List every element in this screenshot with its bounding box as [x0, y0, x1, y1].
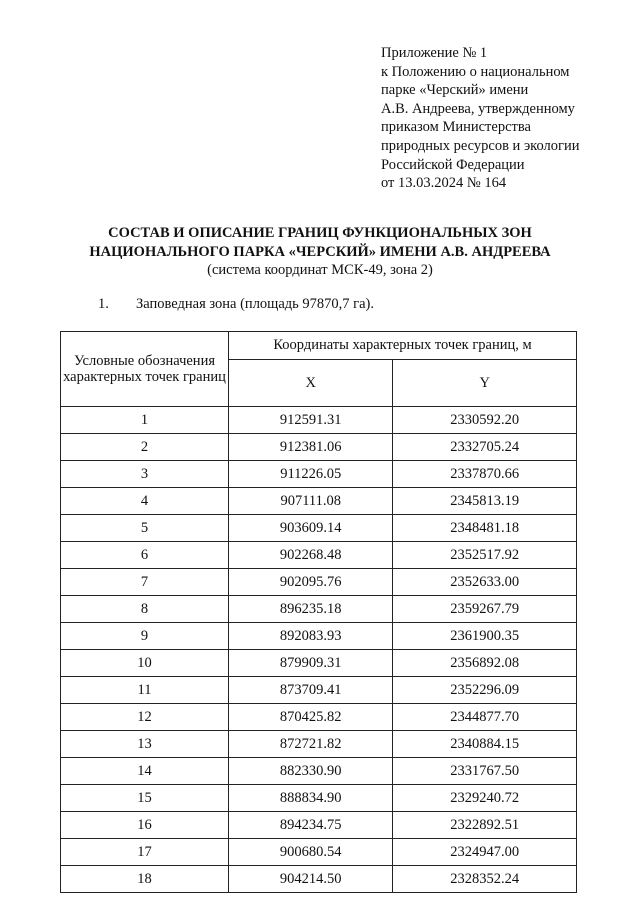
appendix-line: Приложение № 1 [381, 45, 488, 61]
cell-x: 888834.90 [229, 785, 393, 812]
cell-y: 2345813.19 [393, 488, 577, 515]
table-row [61, 812, 577, 839]
cell-point: 12 [61, 704, 229, 731]
table-row [61, 731, 577, 758]
table-row [61, 488, 577, 515]
cell-y: 2337870.66 [393, 461, 577, 488]
header-y: Y [393, 360, 577, 407]
cell-x: 894234.75 [229, 812, 393, 839]
zone-number: 1. [98, 296, 109, 312]
cell-y: 2348481.18 [393, 515, 577, 542]
cell-x: 892083.93 [229, 623, 393, 650]
document-title [0, 224, 640, 280]
table-row [61, 650, 577, 677]
table-row [61, 434, 577, 461]
table-body [61, 407, 577, 893]
cell-x: 872721.82 [229, 731, 393, 758]
table-row [61, 515, 577, 542]
appendix-line: Российской Федерации [381, 156, 525, 173]
cell-point: 11 [61, 677, 229, 704]
table-row [61, 461, 577, 488]
cell-x: 912381.06 [229, 434, 393, 461]
cell-x: 879909.31 [229, 650, 393, 677]
cell-x: 896235.18 [229, 596, 393, 623]
appendix-line: от 13.03.2024 № 164 [381, 175, 507, 192]
table-row [61, 839, 577, 866]
cell-y: 2356892.08 [393, 650, 577, 677]
appendix-line: А.В. Андреева, утвержденному [381, 100, 575, 117]
zone-text: Заповедная зона (площадь 97870,7 га). [136, 296, 374, 312]
cell-y: 2322892.51 [393, 812, 577, 839]
table-row [61, 677, 577, 704]
title-subtitle: (система координат МСК-49, зона 2) [207, 262, 433, 278]
cell-point: 8 [61, 596, 229, 623]
cell-point: 4 [61, 488, 229, 515]
cell-y: 2328352.24 [393, 866, 577, 893]
cell-y: 2324947.00 [393, 839, 577, 866]
cell-y: 2329240.72 [393, 785, 577, 812]
cell-x: 902095.76 [229, 569, 393, 596]
cell-y: 2359267.79 [393, 596, 577, 623]
cell-y: 2332705.24 [393, 434, 577, 461]
appendix-line: к Положению о национальном [381, 63, 570, 80]
cell-x: 902268.48 [229, 542, 393, 569]
title-line-2: НАЦИОНАЛЬНОГО ПАРКА «ЧЕРСКИЙ» ИМЕНИ А.В. АНДРЕЕВА [89, 243, 551, 260]
cell-x: 903609.14 [229, 515, 393, 542]
cell-point: 5 [61, 515, 229, 542]
cell-point: 15 [61, 785, 229, 812]
cell-y: 2330592.20 [393, 407, 577, 434]
table-row [61, 866, 577, 893]
cell-x: 911226.05 [229, 461, 393, 488]
cell-point: 13 [61, 731, 229, 758]
title-line-1: СОСТАВ И ОПИСАНИЕ ГРАНИЦ ФУНКЦИОНАЛЬНЫХ ЗОН [108, 225, 532, 241]
cell-x: 904214.50 [229, 866, 393, 893]
cell-point: 16 [61, 812, 229, 839]
table-row [61, 596, 577, 623]
table-row [61, 758, 577, 785]
cell-x: 907111.08 [229, 488, 393, 515]
table-row [61, 542, 577, 569]
cell-y: 2331767.50 [393, 758, 577, 785]
cell-point: 6 [61, 542, 229, 569]
table-row [61, 623, 577, 650]
header-x: X [229, 360, 393, 407]
cell-x: 870425.82 [229, 704, 393, 731]
table-row [61, 785, 577, 812]
cell-point: 9 [61, 623, 229, 650]
cell-point: 7 [61, 569, 229, 596]
cell-point: 18 [61, 866, 229, 893]
cell-y: 2344877.70 [393, 704, 577, 731]
cell-y: 2340884.15 [393, 731, 577, 758]
table-row [61, 407, 577, 434]
cell-y: 2352296.09 [393, 677, 577, 704]
cell-x: 900680.54 [229, 839, 393, 866]
cell-point: 14 [61, 758, 229, 785]
cell-point: 3 [61, 461, 229, 488]
header-coordinates: Координаты характерных точек границ, м [229, 332, 577, 360]
zone-heading [98, 295, 374, 313]
coordinates-table [60, 331, 577, 893]
appendix-line: парке «Черский» имени [381, 82, 529, 99]
cell-point: 10 [61, 650, 229, 677]
table-row [61, 704, 577, 731]
cell-point: 17 [61, 839, 229, 866]
cell-x: 882330.90 [229, 758, 393, 785]
cell-x: 912591.31 [229, 407, 393, 434]
header-point: Условные обозначения характерных точек границ [61, 332, 229, 407]
appendix-line: природных ресурсов и экологии [381, 137, 580, 154]
cell-y: 2352517.92 [393, 542, 577, 569]
appendix-line: приказом Министерства [381, 119, 531, 136]
cell-y: 2352633.00 [393, 569, 577, 596]
cell-y: 2361900.35 [393, 623, 577, 650]
cell-x: 873709.41 [229, 677, 393, 704]
appendix-block [381, 44, 579, 193]
cell-point: 2 [61, 434, 229, 461]
cell-point: 1 [61, 407, 229, 434]
table-row [61, 569, 577, 596]
